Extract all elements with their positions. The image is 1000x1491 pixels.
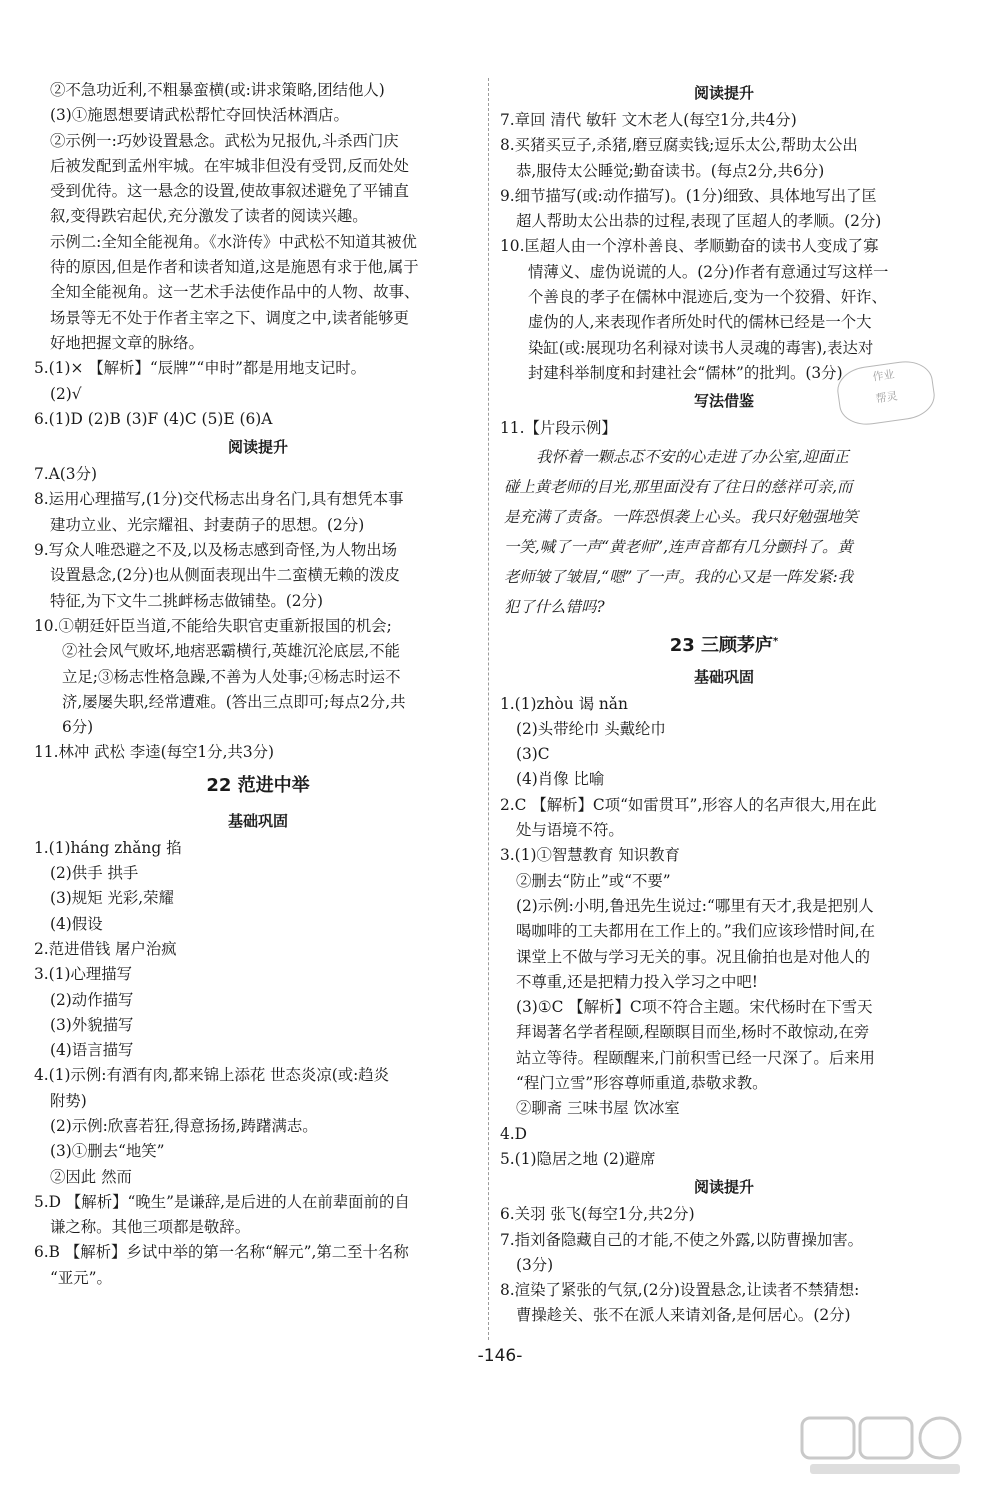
page-number: -146- bbox=[477, 1346, 523, 1366]
answer-line: (3)规矩 光彩,荣耀 bbox=[50, 889, 174, 908]
answer-line: “程门立雪”形容尊师重道,恭敬求教。 bbox=[516, 1074, 768, 1093]
lesson-heading bbox=[34, 766, 482, 806]
answer-line: 超人帮助太公出恭的过程,表现了匡超人的孝顺。(2分) bbox=[516, 212, 882, 231]
answer-line: 不尊重,还是把精力投入学习之中吧! bbox=[516, 972, 758, 991]
answer-line: 6分) bbox=[62, 718, 94, 737]
excerpt-line: 我怀着一颗忐忑不安的心走进了办公室,迎面正 bbox=[536, 447, 849, 466]
answer-line: (2)头带纶巾 头戴纶巾 bbox=[516, 719, 666, 738]
answer-line: (3)①施恩想要请武松帮忙夺回快活林酒店。 bbox=[50, 106, 349, 125]
answer-line: 处与语境不符。 bbox=[516, 821, 624, 840]
excerpt-line: 老师皱了皱眉,“嗯”了一声。我的心又是一阵发紧:我 bbox=[504, 567, 854, 586]
answer-line: 特征,为下文牛二挑衅杨志做铺垫。(2分) bbox=[50, 591, 323, 610]
answer-line: 6.(1)D (2)B (3)F (4)C (5)E (6)A bbox=[34, 409, 273, 428]
answer-line: 后被发配到孟州牢城。在牢城非但没有受罚,反而处处 bbox=[50, 156, 409, 175]
answer-line: 9.细节描写(或:动作描写)。(1分)细致、具体地写出了匡 bbox=[500, 186, 877, 205]
answer-line: ②删去“防止”或“不要” bbox=[516, 871, 671, 890]
answer-line: (2)动作描写 bbox=[50, 990, 134, 1009]
answer-line: 7.A(3分) bbox=[34, 465, 97, 484]
answer-line: 8.买猪买豆子,杀猪,磨豆腐卖钱;逗乐太公,帮助太公出 bbox=[500, 136, 858, 155]
answer-line: 曹操趁关、张不在派人来请刘备,是何居心。(2分) bbox=[516, 1306, 851, 1325]
lesson-mark: * bbox=[773, 635, 779, 647]
answer-line: “亚元”。 bbox=[50, 1268, 112, 1287]
answer-line: (2)供手 拱手 bbox=[50, 864, 139, 883]
answer-line: 11.林冲 武松 李逵(每空1分,共3分) bbox=[34, 743, 275, 762]
answer-line: (3)①C 【解析】C项不符合主题。宋代杨时在下雪天 bbox=[516, 998, 873, 1017]
site-watermark-logo bbox=[800, 1416, 970, 1478]
answer-line: 课堂上不做与学习无关的事。况且偷拍也是对他人的 bbox=[516, 947, 870, 966]
answer-line: 5.D 【解析】“晚生”是谦辞,是后进的人在前辈面前的自 bbox=[34, 1192, 410, 1211]
answer-line: (3)C bbox=[516, 745, 550, 764]
answer-line: 封建科举制度和封建社会“儒林”的批判。(3分) bbox=[528, 363, 843, 382]
answer-line: (3)①删去“地笑” bbox=[50, 1142, 165, 1161]
section-subheading: 写法借鉴 bbox=[693, 392, 754, 411]
answer-line: ②聊斋 三味书屋 饮冰室 bbox=[516, 1099, 680, 1118]
answer-line: 6.关羽 张飞(每空1分,共2分) bbox=[500, 1205, 695, 1224]
excerpt-line: 是充满了责备。一阵恐惧袭上心头。我只好勉强地笑 bbox=[504, 507, 858, 526]
answer-line: 设置悬念,(2分)也从侧面表现出牛二蛮横无赖的泼皮 bbox=[50, 566, 400, 585]
stamp-line-1: 作业 bbox=[871, 367, 896, 384]
answer-line: (2)示例:小明,鲁迅先生说过:“哪里有天才,我是把别人 bbox=[516, 896, 874, 915]
answer-line: 5.(1)× 【解析】“辰牌”“申时”都是用地支记时。 bbox=[34, 359, 366, 378]
answer-line: 2.C 【解析】C项“如雷贯耳”,形容人的名声很大,用在此 bbox=[500, 795, 877, 814]
left-column bbox=[34, 78, 482, 1291]
answer-line: 示例二:全知全能视角。《水浒传》中武松不知道其被优 bbox=[50, 232, 417, 251]
stamp-line-2: 帮灵 bbox=[874, 389, 899, 406]
section-subheading: 基础巩固 bbox=[693, 667, 754, 686]
answer-line: (4)假设 bbox=[50, 914, 103, 933]
excerpt-line: 碰上黄老师的目光,那里面没有了往日的慈祥可亲,而 bbox=[504, 477, 853, 496]
excerpt-line: 一笑,喊了一声“黄老师”,连声音都有几分颤抖了。黄 bbox=[504, 537, 853, 556]
section-subheading: 基础巩固 bbox=[227, 811, 288, 830]
answer-line: 全知全能视角。这一艺术手法使作品中的人物、故事、 bbox=[50, 283, 420, 302]
column-divider bbox=[488, 78, 489, 1340]
answer-line: 附势) bbox=[50, 1091, 87, 1110]
answer-line: 虚伪的人,来表现作者所处时代的儒林已经是一个大 bbox=[528, 313, 872, 332]
answer-line: 受到优待。这一悬念的设置,使故事叙述避免了平铺直 bbox=[50, 182, 409, 201]
answer-line: (3)外貌描写 bbox=[50, 1015, 134, 1034]
answer-line: (4)肖像 比喻 bbox=[516, 770, 605, 789]
answer-line: 场景等无不处于作者主宰之下、调度之中,读者能够更 bbox=[50, 308, 409, 327]
answer-line: 10.①朝廷奸臣当道,不能给失职官吏重新报国的机会; bbox=[34, 616, 392, 635]
answer-line: 建功立业、光宗耀祖、封妻荫子的思想。(2分) bbox=[50, 515, 365, 534]
section-subheading: 阅读提升 bbox=[693, 1178, 754, 1197]
answer-line: 7.指刘备隐藏自己的才能,不使之外露,以防曹操加害。 bbox=[500, 1230, 864, 1249]
answer-line: 5.(1)隐居之地 (2)避席 bbox=[500, 1149, 656, 1168]
right-column bbox=[500, 78, 948, 1329]
answer-line: 10.匡超人由一个淳朴善良、孝顺勤奋的读书人变成了寡 bbox=[500, 237, 879, 256]
answer-line: 2.范进借钱 屠户治疯 bbox=[34, 939, 177, 958]
excerpt-line: 犯了什么错吗? bbox=[504, 597, 605, 616]
answer-line: (4)语言描写 bbox=[50, 1041, 134, 1060]
answer-line: 3.(1)心理描写 bbox=[34, 965, 133, 984]
answer-line: 1.(1)zhòu 谒 nǎn bbox=[500, 694, 628, 713]
answer-line: ②社会风气败坏,地痞恶霸横行,英雄沉沦底层,不能 bbox=[62, 642, 400, 661]
answer-line: 4.D bbox=[500, 1124, 528, 1143]
answer-line: (2)√ bbox=[50, 384, 82, 403]
answer-line: ②示例一:巧妙设置悬念。武松为兄报仇,斗杀西门庆 bbox=[50, 131, 399, 150]
answer-line: 谦之称。其他三项都是敬辞。 bbox=[50, 1218, 251, 1237]
answer-line: 待的原因,但是作者和读者知道,这是施恩有求于他,属于 bbox=[50, 258, 419, 277]
answer-line: ②因此 然而 bbox=[50, 1167, 132, 1186]
answer-line: (3分) bbox=[516, 1255, 554, 1274]
answer-line: 好地把握文章的脉络。 bbox=[50, 333, 204, 352]
answer-line: 6.B 【解析】乡试中举的第一名称“解元”,第二至十名称 bbox=[34, 1243, 409, 1262]
answer-line: 济,屡屡失职,经常遭难。(答出三点即可;每点2分,共 bbox=[62, 692, 406, 711]
answer-line: (2)示例:欣喜若狂,得意扬扬,踌躇满志。 bbox=[50, 1116, 318, 1135]
answer-line: 8.运用心理描写,(1分)交代杨志出身名门,具有想凭本事 bbox=[34, 490, 404, 509]
answer-line: 11.【片段示例】 bbox=[500, 419, 617, 438]
answer-line: 立足;③杨志性格急躁,不善为人处事;④杨志时运不 bbox=[62, 667, 401, 686]
answer-line: 1.(1)háng zhǎng 掐 bbox=[34, 838, 182, 857]
answer-line: 个善良的孝子在儒林中混迹后,变为一个狡猾、奸诈、 bbox=[528, 288, 887, 307]
lesson-heading bbox=[500, 622, 948, 662]
answer-line: 情薄义、虚伪说谎的人。(2分)作者有意通过写这样一 bbox=[528, 262, 889, 281]
answer-line: 9.写众人唯恐避之不及,以及杨志感到奇怪,为人物出场 bbox=[34, 541, 398, 560]
answer-line: 喝咖啡的工夫都用在工作上的。”我们应该珍惜时间,在 bbox=[516, 922, 876, 941]
answer-line: 叙,变得跌宕起伏,充分激发了读者的阅读兴趣。 bbox=[50, 207, 368, 226]
answer-line: 4.(1)示例:有酒有肉,都来锦上添花 世态炎凉(或:趋炎 bbox=[34, 1066, 390, 1085]
lesson-title: 23 三顾茅庐 bbox=[669, 634, 774, 656]
section-subheading: 阅读提升 bbox=[693, 84, 754, 102]
answer-line: 8.渲染了紧张的气氛,(2分)设置悬念,让读者不禁猜想: bbox=[500, 1281, 860, 1300]
answer-line: 7.章回 清代 敏轩 文木老人(每空1分,共4分) bbox=[500, 111, 797, 129]
answer-line: 拜谒著名学者程颐,程颐瞑目而坐,杨时不敢惊动,在旁 bbox=[516, 1023, 870, 1042]
answer-line: 染缸(或:展现功名利禄对读书人灵魂的毒害),表达对 bbox=[528, 338, 874, 357]
lesson-title: 22 范进中举 bbox=[206, 774, 310, 796]
section-subheading: 阅读提升 bbox=[227, 438, 288, 457]
answer-line: 站立等待。程颐醒来,门前积雪已经一尺深了。后来用 bbox=[516, 1048, 875, 1067]
answer-line: 3.(1)①智慧教育 知识教育 bbox=[500, 846, 680, 865]
answer-line: ②不急功近利,不粗暴蛮横(或:讲求策略,团结他人) bbox=[50, 81, 385, 99]
answer-line: 恭,服侍太公睡觉;勤奋读书。(每点2分,共6分) bbox=[516, 161, 825, 180]
